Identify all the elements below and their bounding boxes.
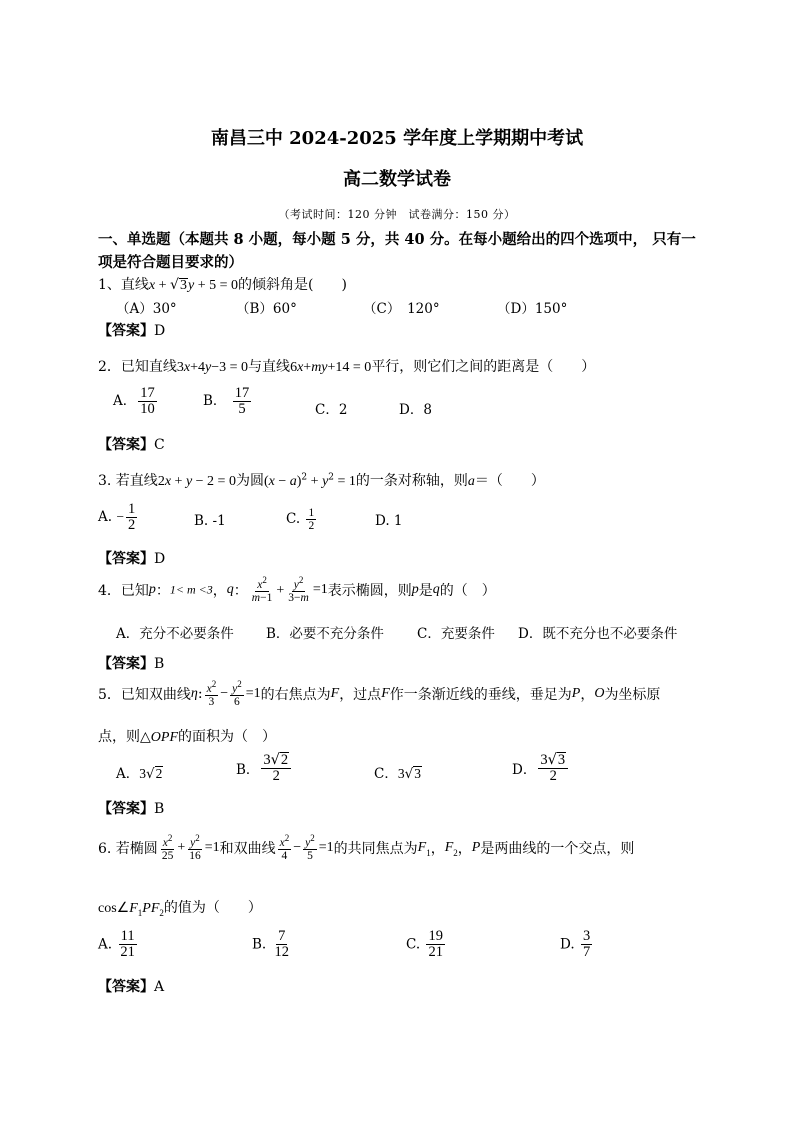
- section-heading-line1: 一、单选题（本题共 8 小题，每小题 5 分，共 40 分。在每小题给出的四个选项中， 只有一: [98, 231, 696, 248]
- q1-option-a: （A）30°: [116, 301, 177, 317]
- q3-option-c: C. $\frac{1}{2}$: [286, 507, 315, 533]
- question-5: 5．已知双曲线η: $\frac{x^2}{3}$ − $\frac{y^2}{6}$ =1的右焦点为F，过点F作一条渐近线的垂线，垂足为P，O为坐标原: [98, 679, 661, 708]
- q6-option-d: D. $\frac{3}{7}$: [560, 928, 591, 961]
- q5-answer: 【答案】B: [98, 801, 165, 817]
- question-6-line2: $\cos\angle F_1PF_2$的值为（ ）: [98, 900, 262, 918]
- q5-option-b: B． $\frac{3√2}{2}$: [236, 752, 293, 784]
- q6-option-a: A. $\frac{11}{21}$: [98, 928, 135, 961]
- q2-answer: 【答案】C: [98, 437, 165, 453]
- q1-option-c: （C） 120°: [363, 301, 440, 317]
- question-3: 3. 若直线2x + y − 2 = 0为圆$(x - a)^2 + y^2 = 1$的一条对称轴，则a＝（ ）: [98, 472, 545, 489]
- q6-option-c: C. $\frac{19}{21}$: [406, 928, 443, 961]
- q4-answer: 【答案】B: [98, 656, 165, 672]
- question-4: 4．已知p：1< m <3，q： $\frac{x^2}{m-1}$ + $\frac{y^2}{3-m}$ =1表示椭圆，则p是q的（ ）: [98, 575, 496, 604]
- q2-option-b: B． $\frac{17}{5}$: [203, 385, 250, 418]
- q3-answer: 【答案】D: [98, 551, 166, 567]
- question-6: 6. 若椭圆 $\frac{x^2}{25}$ + $\frac{y^2}{16}$ =1和双曲线 $\frac{x^2}{4}$ − $\frac{y^2}{5}$ =1的共同焦点为$F_1$，$F_2$，P是两曲线的一个交点，则: [98, 833, 635, 862]
- q2-option-a: A． $\frac{17}{10}$: [113, 385, 155, 418]
- q2-option-c: C．2: [315, 402, 348, 418]
- q6-option-b: B. $\frac{7}{12}$: [252, 928, 290, 961]
- q5-option-d: D． $\frac{3√3}{2}$: [512, 752, 570, 784]
- q2-option-d: D．8: [399, 402, 432, 418]
- question-2: 2．已知直线3x+4y−3 = 0与直线6x+my+14 = 0平行，则它们之间的距离是（ ）: [98, 359, 596, 375]
- q3-option-b: B. -1: [194, 513, 226, 529]
- q5-option-c: C．3√3: [374, 766, 421, 782]
- question-5-line2: 点，则△OPF的面积为（ ）: [98, 729, 276, 745]
- q6-answer: 【答案】A: [98, 979, 165, 995]
- q3-option-a: A. − $\frac{1}{2}$: [98, 501, 136, 534]
- q3-option-d: D. 1: [375, 513, 403, 529]
- q4-option-c: C．充要条件: [417, 626, 495, 642]
- question-1: 1、直线x + √3y + 5 = 0的倾斜角是( ): [98, 277, 347, 293]
- q4-option-d: D．既不充分也不必要条件: [518, 626, 678, 642]
- q4-option-b: B．必要不充分条件: [266, 626, 384, 642]
- q1-option-b: （B）60°: [236, 301, 297, 317]
- q5-option-a: A．3√2: [116, 766, 163, 782]
- q1-answer: 【答案】D: [98, 323, 166, 339]
- q1-tail: 的倾斜角是( ): [237, 277, 347, 293]
- section-heading-line2: 项是符合题目要求的）: [98, 254, 243, 271]
- q4-option-a: A．充分不必要条件: [116, 626, 234, 642]
- exam-title: 南昌三中 2024-2025 学年度上学期期中考试: [210, 128, 584, 149]
- exam-subtitle: 高二数学试卷: [343, 169, 451, 190]
- q1-number: 1、直线: [98, 277, 149, 293]
- q1-option-d: （D）150°: [497, 301, 568, 317]
- exam-info: （考试时间：120 分钟 试卷满分：150 分）: [278, 208, 516, 221]
